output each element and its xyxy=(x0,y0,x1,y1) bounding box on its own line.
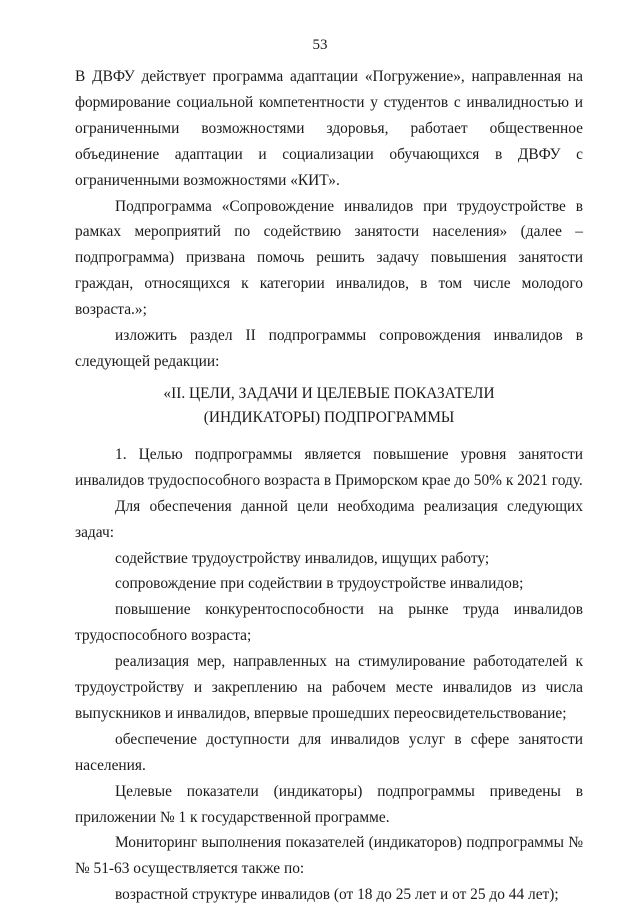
paragraph-tasks-intro: Для обеспечения данной цели необходима реализация следующих задач: xyxy=(75,497,583,541)
page-number: 53 xyxy=(312,37,328,53)
task-item-support: сопровождение при содействии в трудоустройстве инвалидов; xyxy=(115,575,524,593)
task-item-employment-assistance: содействие трудоустройству инвалидов, ищущих работу; xyxy=(115,549,490,567)
paragraph-age-structure: возрастной структуре инвалидов (от 18 до 25 лет и от 25 до 44 лет); xyxy=(115,886,559,904)
task-item-competitiveness: повышение конкурентоспособности на рынке труда инвалидов трудоспособного возраста; xyxy=(75,601,583,645)
section-heading xyxy=(75,382,583,430)
paragraph-goal: 1. Целью подпрограммы является повышение уровня занятости инвалидов трудоспособного возраста в Приморском крае до 50% к 2021 году. xyxy=(75,445,583,489)
paragraph-dvfu-program: В ДВФУ действует программа адаптации «Погружение», направленная на формирование социальной компетентности у студентов с инвалидностью и ограниченными возможностями здоровья, работает общественное объединение адаптации и социализации обучающихся в ДВФУ с ограниченными возможностями «КИТ». xyxy=(75,68,583,189)
section-heading-line-2: (ИНДИКАТОРЫ) ПОДПРОГРАММЫ xyxy=(203,408,455,426)
document-body xyxy=(75,64,583,908)
paragraph-target-indicators: Целевые показатели (индикаторы) подпрограммы приведены в приложении № 1 к государственной программе. xyxy=(75,782,583,826)
task-item-service-accessibility: обеспечение доступности для инвалидов услуг в сфере занятости населения. xyxy=(75,730,583,774)
paragraph-monitoring: Мониторинг выполнения показателей (индикаторов) подпрограммы №№ 51-63 осуществляется также по: xyxy=(75,834,583,878)
section-heading-line-1: «II. ЦЕЛИ, ЗАДАЧИ И ЦЕЛЕВЫЕ ПОКАЗАТЕЛИ xyxy=(163,384,495,402)
task-item-employer-incentives: реализация мер, направленных на стимулирование работодателей к трудоустройству и закреплению на рабочем месте инвалидов из числа выпускников и инвалидов, впервые прошедших переосвидетельствование; xyxy=(75,653,583,722)
paragraph-subprogram-description: Подпрограмма «Сопровождение инвалидов при трудоустройстве в рамках мероприятий по содействию занятости населения» (далее – подпрограмма) призвана помочь решить задачу повышения занятости граждан, относящихся к категории инвалидов, в том числе молодого возраста.»; xyxy=(75,197,583,319)
paragraph-section-instruction: изложить раздел II подпрограммы сопровождения инвалидов в следующей редакции: xyxy=(75,327,583,370)
